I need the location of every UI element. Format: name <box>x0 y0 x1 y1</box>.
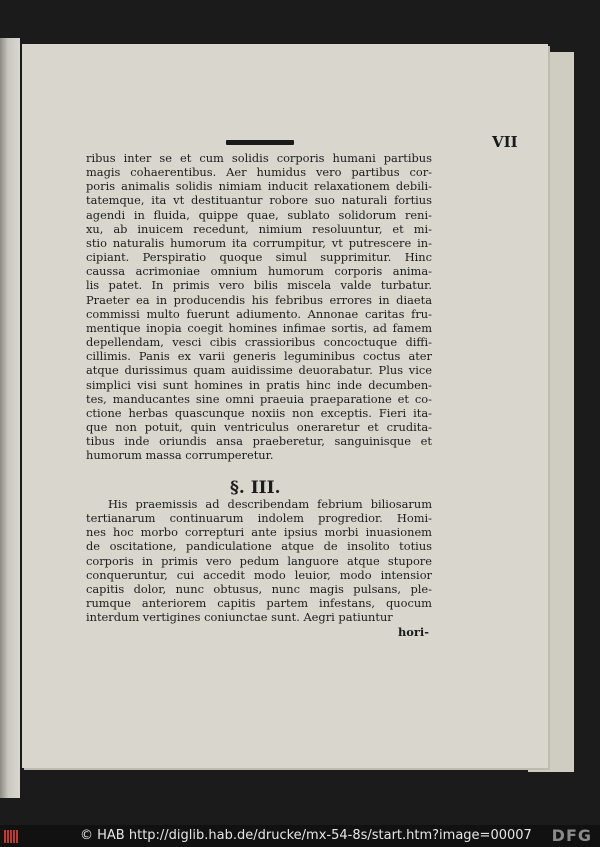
text-line: stio naturalis humorum ita corrumpitur, vt putrescere in- <box>86 235 432 250</box>
text-line: mentique inopia coegit homines infimae sortis, ad famem <box>86 320 432 335</box>
library-logo-icon <box>4 830 18 843</box>
text-line: nes hoc morbo correpturi ante ipsius morbi inuasionem <box>86 525 432 540</box>
text-line: rumque anteriorem capitis partem infestans, quocum <box>86 596 432 611</box>
text-line: corporis in primis vero pedum languore atque stupore <box>86 553 432 568</box>
catchword: hori- <box>398 625 429 639</box>
text-line: conqueruntur, cui accedit modo leuior, modo intensior <box>86 567 432 582</box>
paragraph-top <box>86 151 432 462</box>
text-line: lis patet. In primis vero bilis miscela valde turbatur. <box>86 278 432 293</box>
text-line: tes, manducantes sine omni praeuia praeparatione et co- <box>86 391 432 406</box>
page-number: VII <box>492 133 518 151</box>
section-heading: §. III. <box>230 478 281 498</box>
text-line: capitis dolor, nunc obtusus, nunc magis pulsans, ple- <box>86 581 432 596</box>
viewer-footer <box>0 825 600 847</box>
footer-credit: © HAB http://diglib.hab.de/drucke/mx-54-8s/start.htm?image=00007 <box>80 828 532 843</box>
text-line: caussa acrimoniae omnium humorum corporis anima- <box>86 264 432 279</box>
paragraph-bottom <box>86 497 432 624</box>
text-line: de oscitatione, pandiculatione atque de insolito totius <box>86 539 432 554</box>
text-line: Praeter ea in producendis his febribus errores in diaeta <box>86 292 432 307</box>
header-rule <box>226 140 294 145</box>
text-line: xu, ab inuicem recedunt, nimium resoluuntur, et mi- <box>86 221 432 236</box>
text-line: atque durissimus quam auidissime deuorabatur. Plus vice <box>86 363 432 378</box>
text-line: humorum massa corrumperetur. <box>86 448 274 463</box>
text-line: simplici visi sunt homines in pratis hinc inde decumben- <box>86 377 432 392</box>
text-line: cillimis. Panis ex varii generis leguminibus coctus ater <box>86 349 432 364</box>
text-line: que non potuit, quin ventriculus oneraretur et crudita- <box>86 419 432 434</box>
text-line: commissi multo fuerunt adiumento. Annonae caritas fru- <box>86 306 432 321</box>
text-line: tibus inde oriundis ansa praeberetur, sanguinisque et <box>86 434 432 449</box>
text-line: cipiant. Perspiratio quoque simul supprimitur. Hinc <box>86 250 432 265</box>
text-line: poris animalis solidis nimiam inducit relaxationem debili- <box>86 179 432 194</box>
book-spine-edge <box>0 38 20 798</box>
text-line: agendi in fluida, quippe quae, sublato solidorum reni- <box>86 207 432 222</box>
dfg-logo: DFG <box>551 826 592 845</box>
text-line: tertianarum continuarum indolem progredior. Homi- <box>86 511 432 526</box>
text-line: tatemque, ita vt destituantur robore suo naturali fortius <box>86 193 432 208</box>
text-line: depellendam, vesci cibis crassioribus concoctuque diffi- <box>86 335 432 350</box>
text-line: His praemissis ad describendam febrium biliosarum <box>108 497 432 511</box>
text-line: magis cohaerentibus. Aer humidus vero partibus cor- <box>86 165 432 180</box>
text-line: interdum vertigines coniunctae sunt. Aegri patiuntur <box>86 610 393 625</box>
text-line: ribus inter se et cum solidis corporis humani partibus <box>86 151 432 165</box>
text-line: ctione herbas quascunque noxiis non exceptis. Fieri ita- <box>86 405 432 420</box>
